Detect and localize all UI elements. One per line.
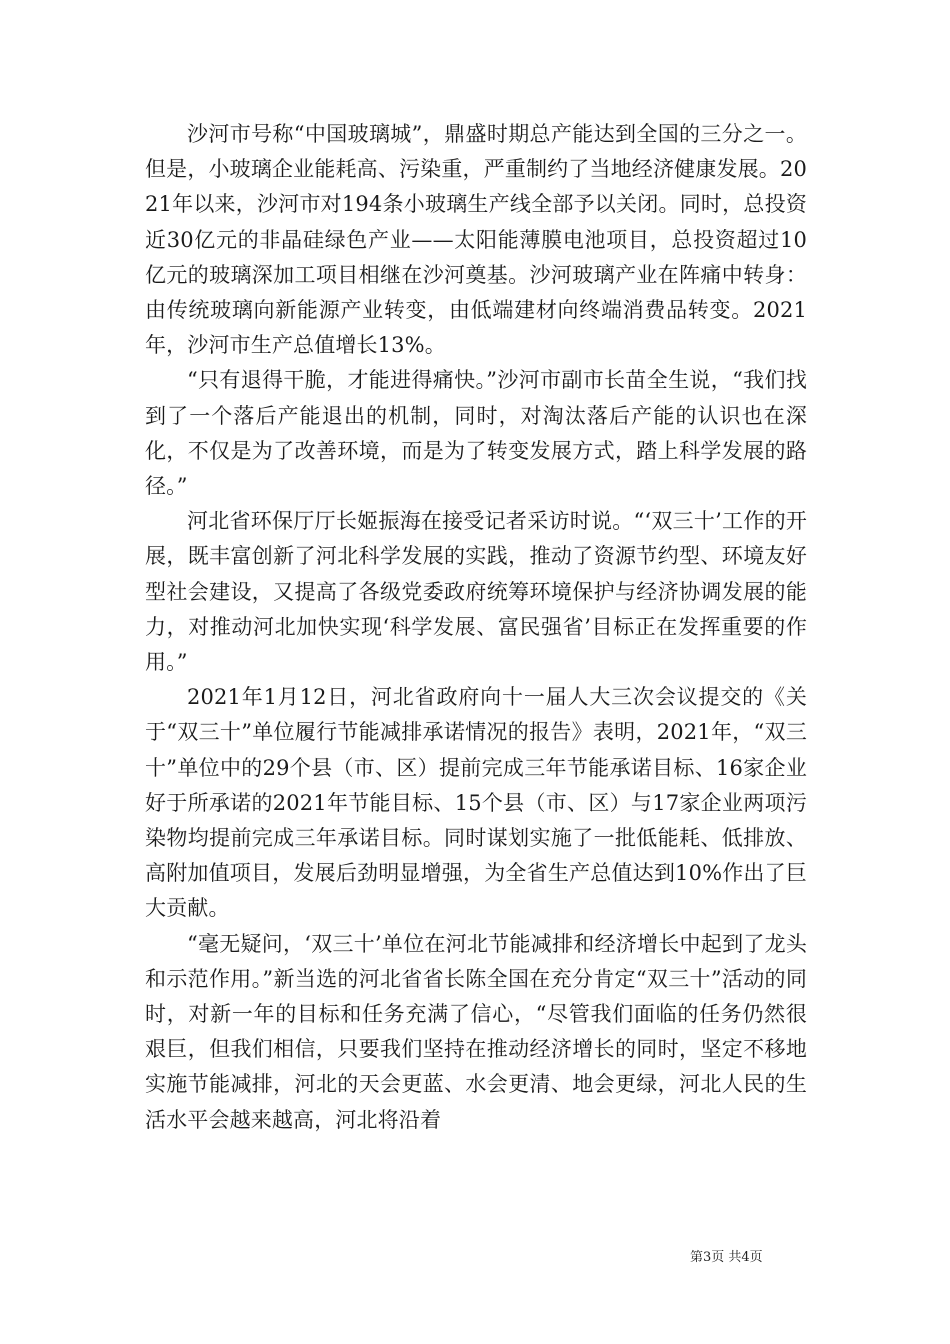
article-body xyxy=(145,117,807,1138)
paragraph-governor-quote: “毫无疑问，‘双三十’单位在河北节能减排和经济增长中起到了龙头和示范作用。”新当选的河北省省长陈全国在充分肯定“双三十”活动的同时，对新一年的目标和任务充满了信心，“尽管我们面临的任务仍然很艰巨，但我们相信，只要我们坚持在推动经济增长的同时，坚定不移地实施节能减排，河北的天会更蓝、水会更清、地会更绿，河北人民的生活水平会越来越高，河北将沿着 xyxy=(145,931,807,1132)
paragraph-government-report: 2021年1月12日，河北省政府向十一届人大三次会议提交的《关于“双三十”单位履行节能减排承诺情况的报告》表明，2021年，“双三十”单位中的29个县（市、区）提前完成三年节能承诺目标、16家企业好于所承诺的2021年节能目标、15个县（市、区）与17家企业两项污染物均提前完成三年承诺目标。同时谋划实施了一批低能耗、低排放、高附加值项目，发展后劲明显增强，为全省生产总值达到10%作出了巨大贡献。 xyxy=(145,685,807,921)
page-number-footer: 第3页 共4页 xyxy=(690,1250,763,1265)
paragraph-shahe-glass-industry: 沙河市号称“中国玻璃城”，鼎盛时期总产能达到全国的三分之一。但是，小玻璃企业能耗高、污染重，严重制约了当地经济健康发展。2021年以来，沙河市对194条小玻璃生产线全部予以关闭。同时，总投资近30亿元的非晶硅绿色产业——太阳能薄膜电池项目，总投资超过10亿元的玻璃深加工项目相继在沙河奠基。沙河玻璃产业在阵痛中转身：由传统玻璃向新能源产业转变，由低端建材向终端消费品转变。2021年，沙河市生产总值增长13%。 xyxy=(145,122,807,358)
paragraph-vice-mayor-quote: “只有退得干脆，才能进得痛快。”沙河市副市长苗全生说，“我们找到了一个落后产能退出的机制，同时，对淘汰落后产能的认识也在深化，不仅是为了改善环境，而是为了转变发展方式，踏上科学发展的路径。” xyxy=(145,368,807,499)
paragraph-environment-director-quote: 河北省环保厅厅长姬振海在接受记者采访时说。“‘双三十’工作的开展，既丰富创新了河北科学发展的实践，推动了资源节约型、环境友好型社会建设，又提高了各级党委政府统筹环境保护与经济协调发展的能力，对推动河北加快实现‘科学发展、富民强省’目标正在发挥重要的作用。” xyxy=(145,509,807,675)
